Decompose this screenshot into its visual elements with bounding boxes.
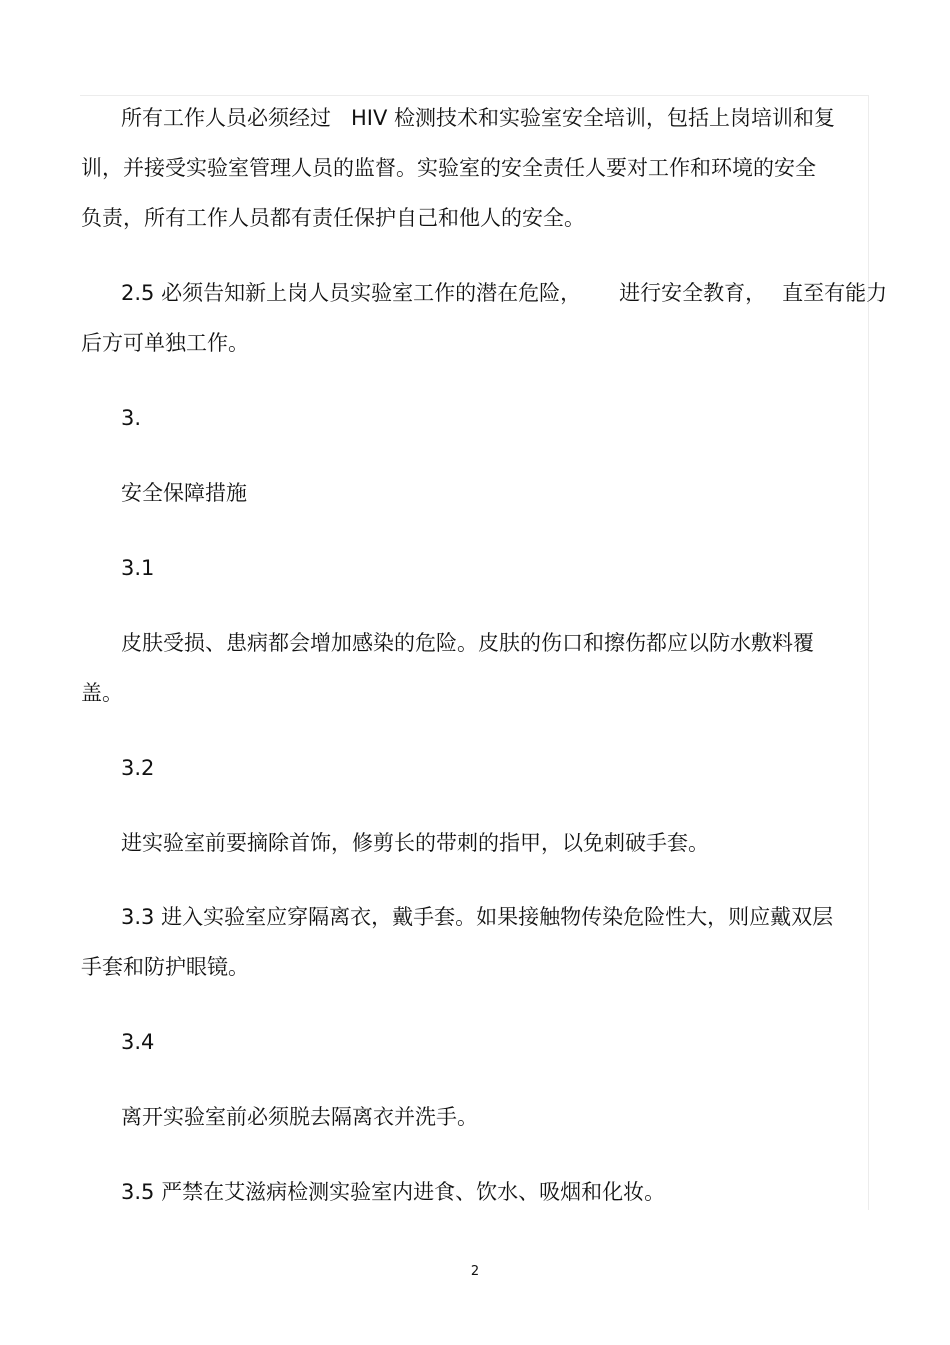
paragraph-line [81,331,249,355]
paragraph-line [121,106,835,130]
text-segment: 负责，所有工作人员都有责任保护自己和他人的安全。 [81,206,585,230]
text-segment: 后方可单独工作。 [81,331,249,355]
text-segment: 皮肤受损、患病都会增加感染的危险。皮肤的伤口和擦伤都应以防水敷料覆 [121,631,814,655]
text-segment: 3.1 [121,556,155,580]
paragraph-line [121,1105,478,1129]
page-number: 2 [470,1264,480,1279]
text-segment: 3. [121,406,142,430]
text-segment: 3.3 进入实验室应穿隔离衣，戴手套。如果接触物传染危险性大，则应戴双层 [121,905,834,929]
text-segment: 手套和防护眼镜。 [81,955,249,979]
text-segment: 盖。 [81,681,123,705]
paragraph-line [81,955,249,979]
paragraph-line [81,206,585,230]
text-segment: 训，并接受实验室管理人员的监督。实验室的安全责任人要对工作和环境的安全 [81,156,816,180]
text-segment: 3.4 [121,1030,155,1054]
paragraph-line [121,905,833,929]
text-segment: 2.5 必须告知新上岗人员实验室工作的潜在危险， [121,281,582,305]
text-segment: HIV 检测技术和实验室安全培训，包括上岗培训和复 [351,106,836,130]
text-segment: 进实验室前要摘除首饰，修剪长的带刺的指甲，以免刺破手套。 [121,831,709,855]
text-segment: 进行安全教育， [619,281,767,305]
paragraph-line [81,156,816,180]
paragraph-line [121,1180,665,1204]
text-segment: 离开实验室前必须脱去隔离衣并洗手。 [121,1105,478,1129]
text-segment: 直至有能力 [782,281,888,305]
section-number [121,756,154,780]
text-segment: 3.5 严禁在艾滋病检测实验室内进食、饮水、吸烟和化妆。 [121,1180,666,1204]
text-segment: 所有工作人员必须经过 [121,106,331,130]
section-number [121,406,141,430]
paragraph-line [81,681,123,705]
paragraph-line [121,631,814,655]
section-number [121,1030,154,1054]
section-number [121,556,154,580]
text-segment: 3.2 [121,756,155,780]
text-segment: 安全保障措施 [121,481,247,505]
paragraph-line [121,831,709,855]
paragraph-line [121,281,887,305]
section-heading [121,481,247,505]
